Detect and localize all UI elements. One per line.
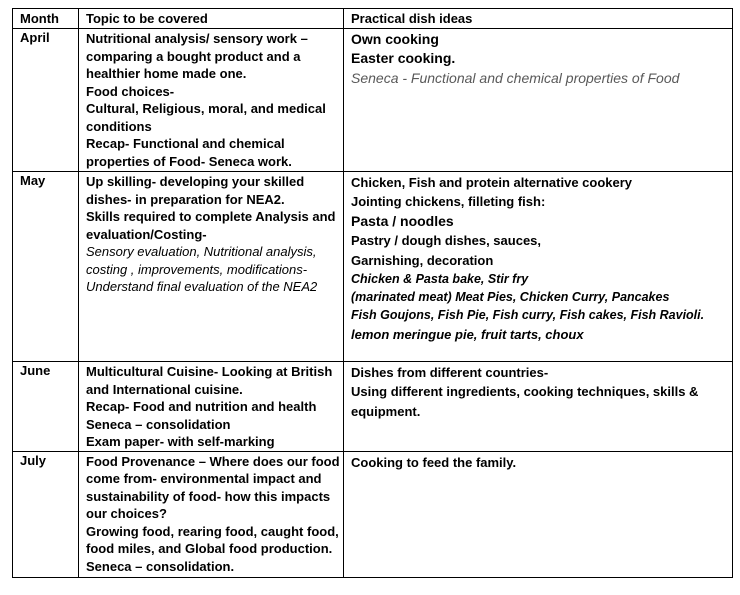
topic-line: Cultural, Religious, moral, and medical — [86, 101, 326, 116]
dishes-header: Practical dish ideas — [344, 9, 733, 29]
topic-line: comparing a bought product and a — [86, 48, 301, 64]
dish-line: lemon meringue pie, fruit tarts, choux — [351, 327, 584, 343]
dishes-cell — [344, 172, 733, 362]
topic-line: Nutritional analysis/ sensory work – — [86, 31, 308, 46]
header-row — [13, 9, 733, 29]
topic-line: come from- environmental impact and — [86, 471, 322, 486]
curriculum-table — [12, 8, 733, 578]
dish-line: equipment. — [351, 403, 421, 419]
topic-line: Food Provenance – Where does our food — [86, 453, 340, 469]
dish-line: Chicken & Pasta bake, Stir fry — [351, 272, 529, 287]
dish-line: Pastry / dough dishes, sauces, — [351, 233, 542, 249]
topic-line: Food choices- — [86, 83, 175, 99]
topic-line: costing , improvements, modifications- — [86, 261, 308, 277]
dish-line: Dishes from different countries- — [351, 365, 549, 380]
topic-line: Skills required to complete Analysis and — [86, 209, 336, 224]
dish-line: Own cooking — [351, 31, 439, 47]
topic-line: Multicultural Cuisine- Looking at British — [86, 364, 333, 379]
dish-line: Cooking to feed the family. — [351, 454, 517, 470]
dish-line: Using different ingredients, cooking techniques, skills & — [351, 384, 699, 400]
dish-line: Fish Goujons, Fish Pie, Fish curry, Fish cakes, Fish Ravioli. — [351, 308, 705, 323]
dish-line: Pasta / noodles — [351, 212, 454, 229]
topic-line: food miles, and Global food production. — [86, 541, 333, 556]
month-cell: April — [13, 29, 79, 172]
table-row-april — [13, 29, 733, 172]
dishes-cell — [344, 29, 733, 172]
topic-line: evaluation/Costing- — [86, 226, 207, 242]
topic-cell — [79, 29, 344, 172]
topic-line: Seneca – consolidation. — [86, 558, 235, 574]
topic-line: Up skilling- developing your skilled — [86, 174, 305, 189]
topic-header: Topic to be covered — [79, 9, 344, 29]
month-cell: June — [13, 362, 79, 452]
table-row-may — [13, 172, 733, 362]
dish-line: Jointing chickens, filleting fish: — [351, 194, 546, 210]
table-row-june — [13, 362, 733, 452]
topic-line: properties of Food- Seneca work. — [86, 153, 292, 169]
topic-line: and International cuisine. — [86, 381, 243, 397]
dish-line: Garnishing, decoration — [351, 252, 494, 268]
topic-line: Exam paper- with self-marking — [86, 434, 275, 449]
topic-line: Recap- Food and nutrition and health — [86, 399, 317, 414]
table-row-july — [13, 451, 733, 577]
month-cell: July — [13, 451, 79, 577]
topic-cell — [79, 362, 344, 452]
topic-line: our choices? — [86, 506, 167, 521]
topic-line: Recap- Functional and chemical — [86, 136, 285, 151]
topic-line: conditions — [86, 118, 152, 134]
month-header: Month — [13, 9, 79, 29]
dish-line: Easter cooking. — [351, 50, 456, 67]
dishes-cell — [344, 362, 733, 452]
month-cell: May — [13, 172, 79, 362]
dish-line: Seneca - Functional and chemical properties of Food — [351, 69, 680, 86]
topic-line: Sensory evaluation, Nutritional analysis, — [86, 244, 317, 259]
topic-cell — [79, 451, 344, 577]
topic-line: dishes- in preparation for NEA2. — [86, 191, 285, 207]
topic-line: Growing food, rearing food, caught food, — [86, 523, 339, 539]
topic-line: Understand final evaluation of the NEA2 — [86, 279, 318, 294]
dishes-cell — [344, 451, 733, 577]
dish-line: (marinated meat) Meat Pies, Chicken Curry, Pancakes — [351, 290, 670, 305]
topic-line: healthier home made one. — [86, 66, 247, 81]
topic-line: Seneca – consolidation — [86, 416, 231, 432]
topic-cell — [79, 172, 344, 362]
dish-line: Chicken, Fish and protein alternative cookery — [351, 175, 633, 190]
topic-line: sustainability of food- how this impacts — [86, 488, 331, 504]
